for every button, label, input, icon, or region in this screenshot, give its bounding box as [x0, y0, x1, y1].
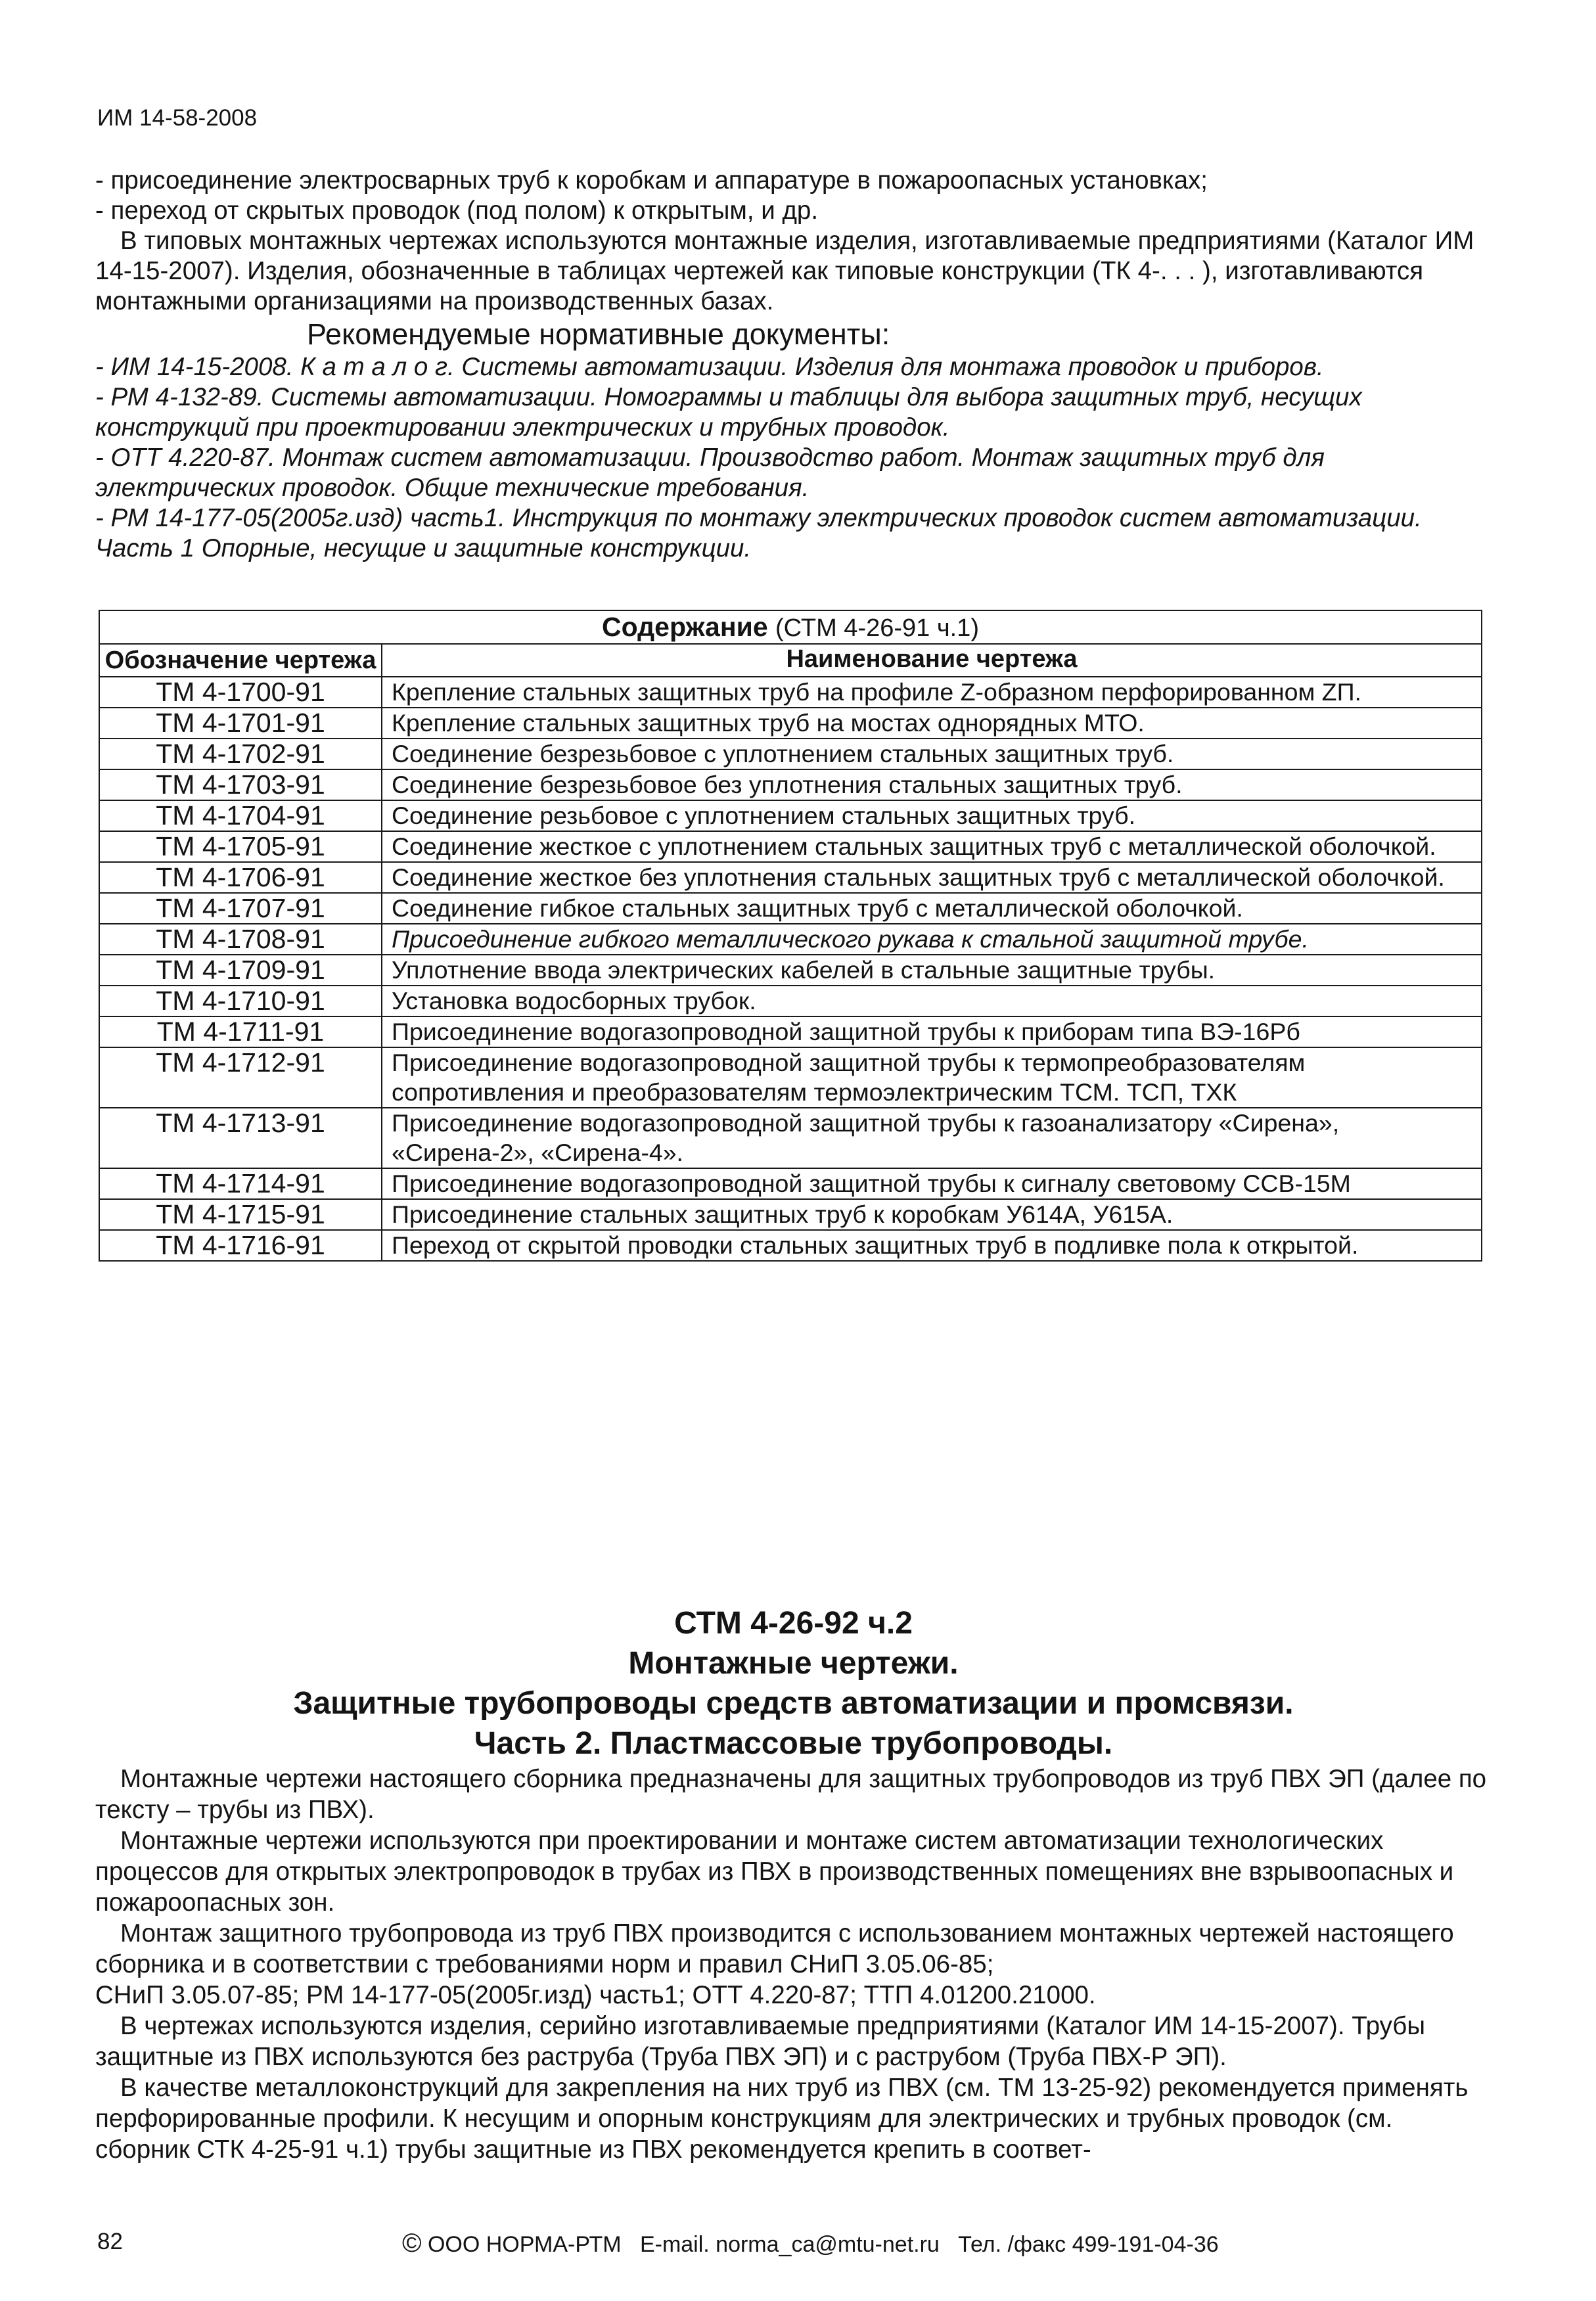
contents-table-caption [99, 610, 1482, 644]
contents-table [99, 610, 1482, 1262]
section-paragraph: В чертежах используются изделия, серийно изготавливаемые предприятиями (Каталог ИМ 14-15-2007). Трубы защитные из ПВХ используются без раструба (Труба ПВХ ЭП) и с раструбом (Труба ПВХ-Р ЭП). [95, 2012, 1426, 2071]
table-row [99, 1108, 1482, 1168]
table-row [99, 924, 1482, 955]
table-row [99, 708, 1482, 739]
drawing-name: Крепление стальных защитных труб на мостах однорядных МТО. [382, 708, 1482, 739]
column-header-code: Обозначение чертежа [99, 644, 382, 677]
drawing-name: Уплотнение ввода электрических кабелей в стальные защитные трубы. [382, 955, 1482, 986]
section-2 [95, 1603, 1492, 2165]
section-paragraph: Монтажные чертежи настоящего сборника предназначены для защитных трубопроводов из труб ПВХ ЭП (далее по тексту – трубы из ПВХ). [95, 1765, 1487, 1824]
drawing-code: ТМ 4-1711-91 [99, 1016, 382, 1047]
table-row [99, 1199, 1482, 1230]
footer-phone: Тел. /факс 499-191-04-36 [958, 2232, 1219, 2257]
drawing-code: ТМ 4-1716-91 [99, 1230, 382, 1261]
drawing-name: Присоединение водогазопроводной защитной трубы к приборам типа ВЭ-16Рб [382, 1016, 1482, 1047]
recommended-doc-item: - РМ 4-132-89. Системы автоматизации. Номограммы и таблицы для выбора защитных труб, несущих конструкций при проектировании электрических и трубных проводок. [95, 383, 1362, 442]
table-row [99, 831, 1482, 862]
intro-line: - присоединение электросварных труб к коробкам и аппаратуре в пожароопасных установках; [95, 166, 1208, 194]
drawing-code: ТМ 4-1714-91 [99, 1168, 382, 1199]
drawing-name: Соединение жесткое без уплотнения стальных защитных труб с металлической оболочкой. [382, 862, 1482, 893]
drawing-name: Присоединение стальных защитных труб к коробкам У614А, У615А. [382, 1199, 1482, 1230]
intro-paragraph: В типовых монтажных чертежах используются монтажные изделия, изготавливаемые предприятиями (Каталог ИМ 14-15-2007). Изделия, обозначенные в таблицах чертежей как типовые конструкции (ТК 4-. . . ), изготавливаются монтажными организациями на производственных базах. [95, 227, 1474, 315]
recommended-docs-title: Рекомендуемые нормативные документы: [307, 317, 890, 351]
drawing-code: ТМ 4-1708-91 [99, 924, 382, 955]
drawing-code: ТМ 4-1701-91 [99, 708, 382, 739]
table-row [99, 1230, 1482, 1261]
recommended-doc-item: - РМ 14-177-05(2005г.изд) часть1. Инструкция по монтажу электрических проводок систем автоматизации. Часть 1 Опорные, несущие и защитные конструкции. [95, 504, 1422, 562]
footer-org: ООО НОРМА-РТМ [427, 2232, 622, 2257]
drawing-code: ТМ 4-1712-91 [99, 1047, 382, 1108]
drawing-name: Присоединение гибкого металлического рукава к стальной защитной трубе. [382, 924, 1482, 955]
drawing-code: ТМ 4-1709-91 [99, 955, 382, 986]
drawing-name: Крепление стальных защитных труб на профиле Z-образном перфорированном ZП. [382, 677, 1482, 708]
section-title-line: СТМ 4-26-92 ч.2 [674, 1606, 913, 1641]
drawing-code: ТМ 4-1710-91 [99, 986, 382, 1016]
drawing-code: ТМ 4-1704-91 [99, 800, 382, 831]
table-row [99, 1047, 1482, 1108]
footer-info [402, 2229, 1219, 2258]
recommended-doc-item: - ОТТ 4.220-87. Монтаж систем автоматизации. Производство работ. Монтаж защитных труб для электрических проводок. Общие технические требования. [95, 444, 1325, 502]
page-number: 82 [97, 2229, 123, 2254]
drawing-code: ТМ 4-1705-91 [99, 831, 382, 862]
recommended-doc-item: - ИМ 14-15-2008. К а т а л о г. Системы автоматизации. Изделия для монтажа проводок и приборов. [95, 353, 1324, 381]
drawing-name: Присоединение водогазопроводной защитной трубы к сигналу световому ССВ-15М [382, 1168, 1482, 1199]
contents-caption-title: Содержание [602, 612, 768, 642]
drawing-code: ТМ 4-1713-91 [99, 1108, 382, 1168]
intro-line: - переход от скрытых проводок (под полом) к открытым, и др. [95, 196, 819, 225]
table-row [99, 1168, 1482, 1199]
drawing-code: ТМ 4-1703-91 [99, 769, 382, 800]
footer-email: E-mail. norma_ca@mtu-net.ru [639, 2232, 940, 2257]
copyright-icon: © [402, 2229, 422, 2258]
drawing-name: Установка водосборных трубок. [382, 986, 1482, 1016]
drawing-name: Переход от скрытой проводки стальных защитных труб в подливке пола к открытой. [382, 1230, 1482, 1261]
drawing-name: Соединение гибкое стальных защитных труб с металлической оболочкой. [382, 893, 1482, 924]
drawing-code: ТМ 4-1707-91 [99, 893, 382, 924]
table-row [99, 893, 1482, 924]
section-title-line: Защитные трубопроводы средств автоматизации и промсвязи. [293, 1686, 1294, 1721]
table-row [99, 800, 1482, 831]
drawing-name: Соединение жесткое с уплотнением стальных защитных труб с металлической оболочкой. [382, 831, 1482, 862]
drawing-name: Присоединение водогазопроводной защитной трубы к термопреобразователям сопротивления и преобразователям термоэлектрическим ТСМ. ТСП, ТХК [382, 1047, 1482, 1108]
table-row [99, 677, 1482, 708]
document-code-header: ИМ 14-58-2008 [97, 105, 258, 131]
contents-caption-ref: (СТМ 4-26-91 ч.1) [775, 614, 979, 642]
section-paragraph: Монтаж защитного трубопровода из труб ПВХ производится с использованием монтажных чертежей настоящего сборника и в соответствии с требованиями норм и правил СНиП 3.05.06-85; [95, 1919, 1454, 1978]
table-row [99, 1016, 1482, 1047]
drawing-name: Соединение безрезьбовое без уплотнения стальных защитных труб. [382, 769, 1482, 800]
drawing-name: Соединение резьбовое с уплотнением стальных защитных труб. [382, 800, 1482, 831]
drawing-code: ТМ 4-1702-91 [99, 739, 382, 769]
section-paragraph: В качестве металлоконструкций для закрепления на них труб из ПВХ (см. ТМ 13-25-92) рекомендуется применять перфорированные профили. К несущим и опорным конструкциям для электрических и трубных проводок (см. сборник СТК 4-25-91 ч.1) трубы защитные из ПВХ рекомендуется крепить в соответ- [95, 2074, 1469, 2164]
table-row [99, 862, 1482, 893]
drawing-name: Присоединение водогазопроводной защитной трубы к газоанализатору «Сирена», «Сирена-2», «Сирена-4». [382, 1108, 1482, 1168]
table-row [99, 769, 1482, 800]
drawing-name: Соединение безрезьбовое с уплотнением стальных защитных труб. [382, 739, 1482, 769]
drawing-code: ТМ 4-1700-91 [99, 677, 382, 708]
column-header-name: Наименование чертежа [382, 644, 1482, 677]
section-title-line: Часть 2. Пластмассовые трубопроводы. [474, 1726, 1113, 1761]
section-title-line: Монтажные чертежи. [628, 1646, 959, 1681]
section-paragraph: Монтажные чертежи используются при проектировании и монтаже систем автоматизации технологических процессов для открытых электропроводок в трубах из ПВХ в производственных помещениях вне взрывоопасных и пожароопасных зон. [95, 1827, 1454, 1917]
intro-block [95, 166, 1488, 564]
drawing-code: ТМ 4-1715-91 [99, 1199, 382, 1230]
table-row [99, 739, 1482, 769]
section-paragraph: СНиП 3.05.07-85; РМ 14-177-05(2005г.изд) часть1; ОТТ 4.220-87; ТТП 4.01200.21000. [95, 1981, 1096, 2009]
table-row [99, 955, 1482, 986]
table-row [99, 986, 1482, 1016]
drawing-code: ТМ 4-1706-91 [99, 862, 382, 893]
